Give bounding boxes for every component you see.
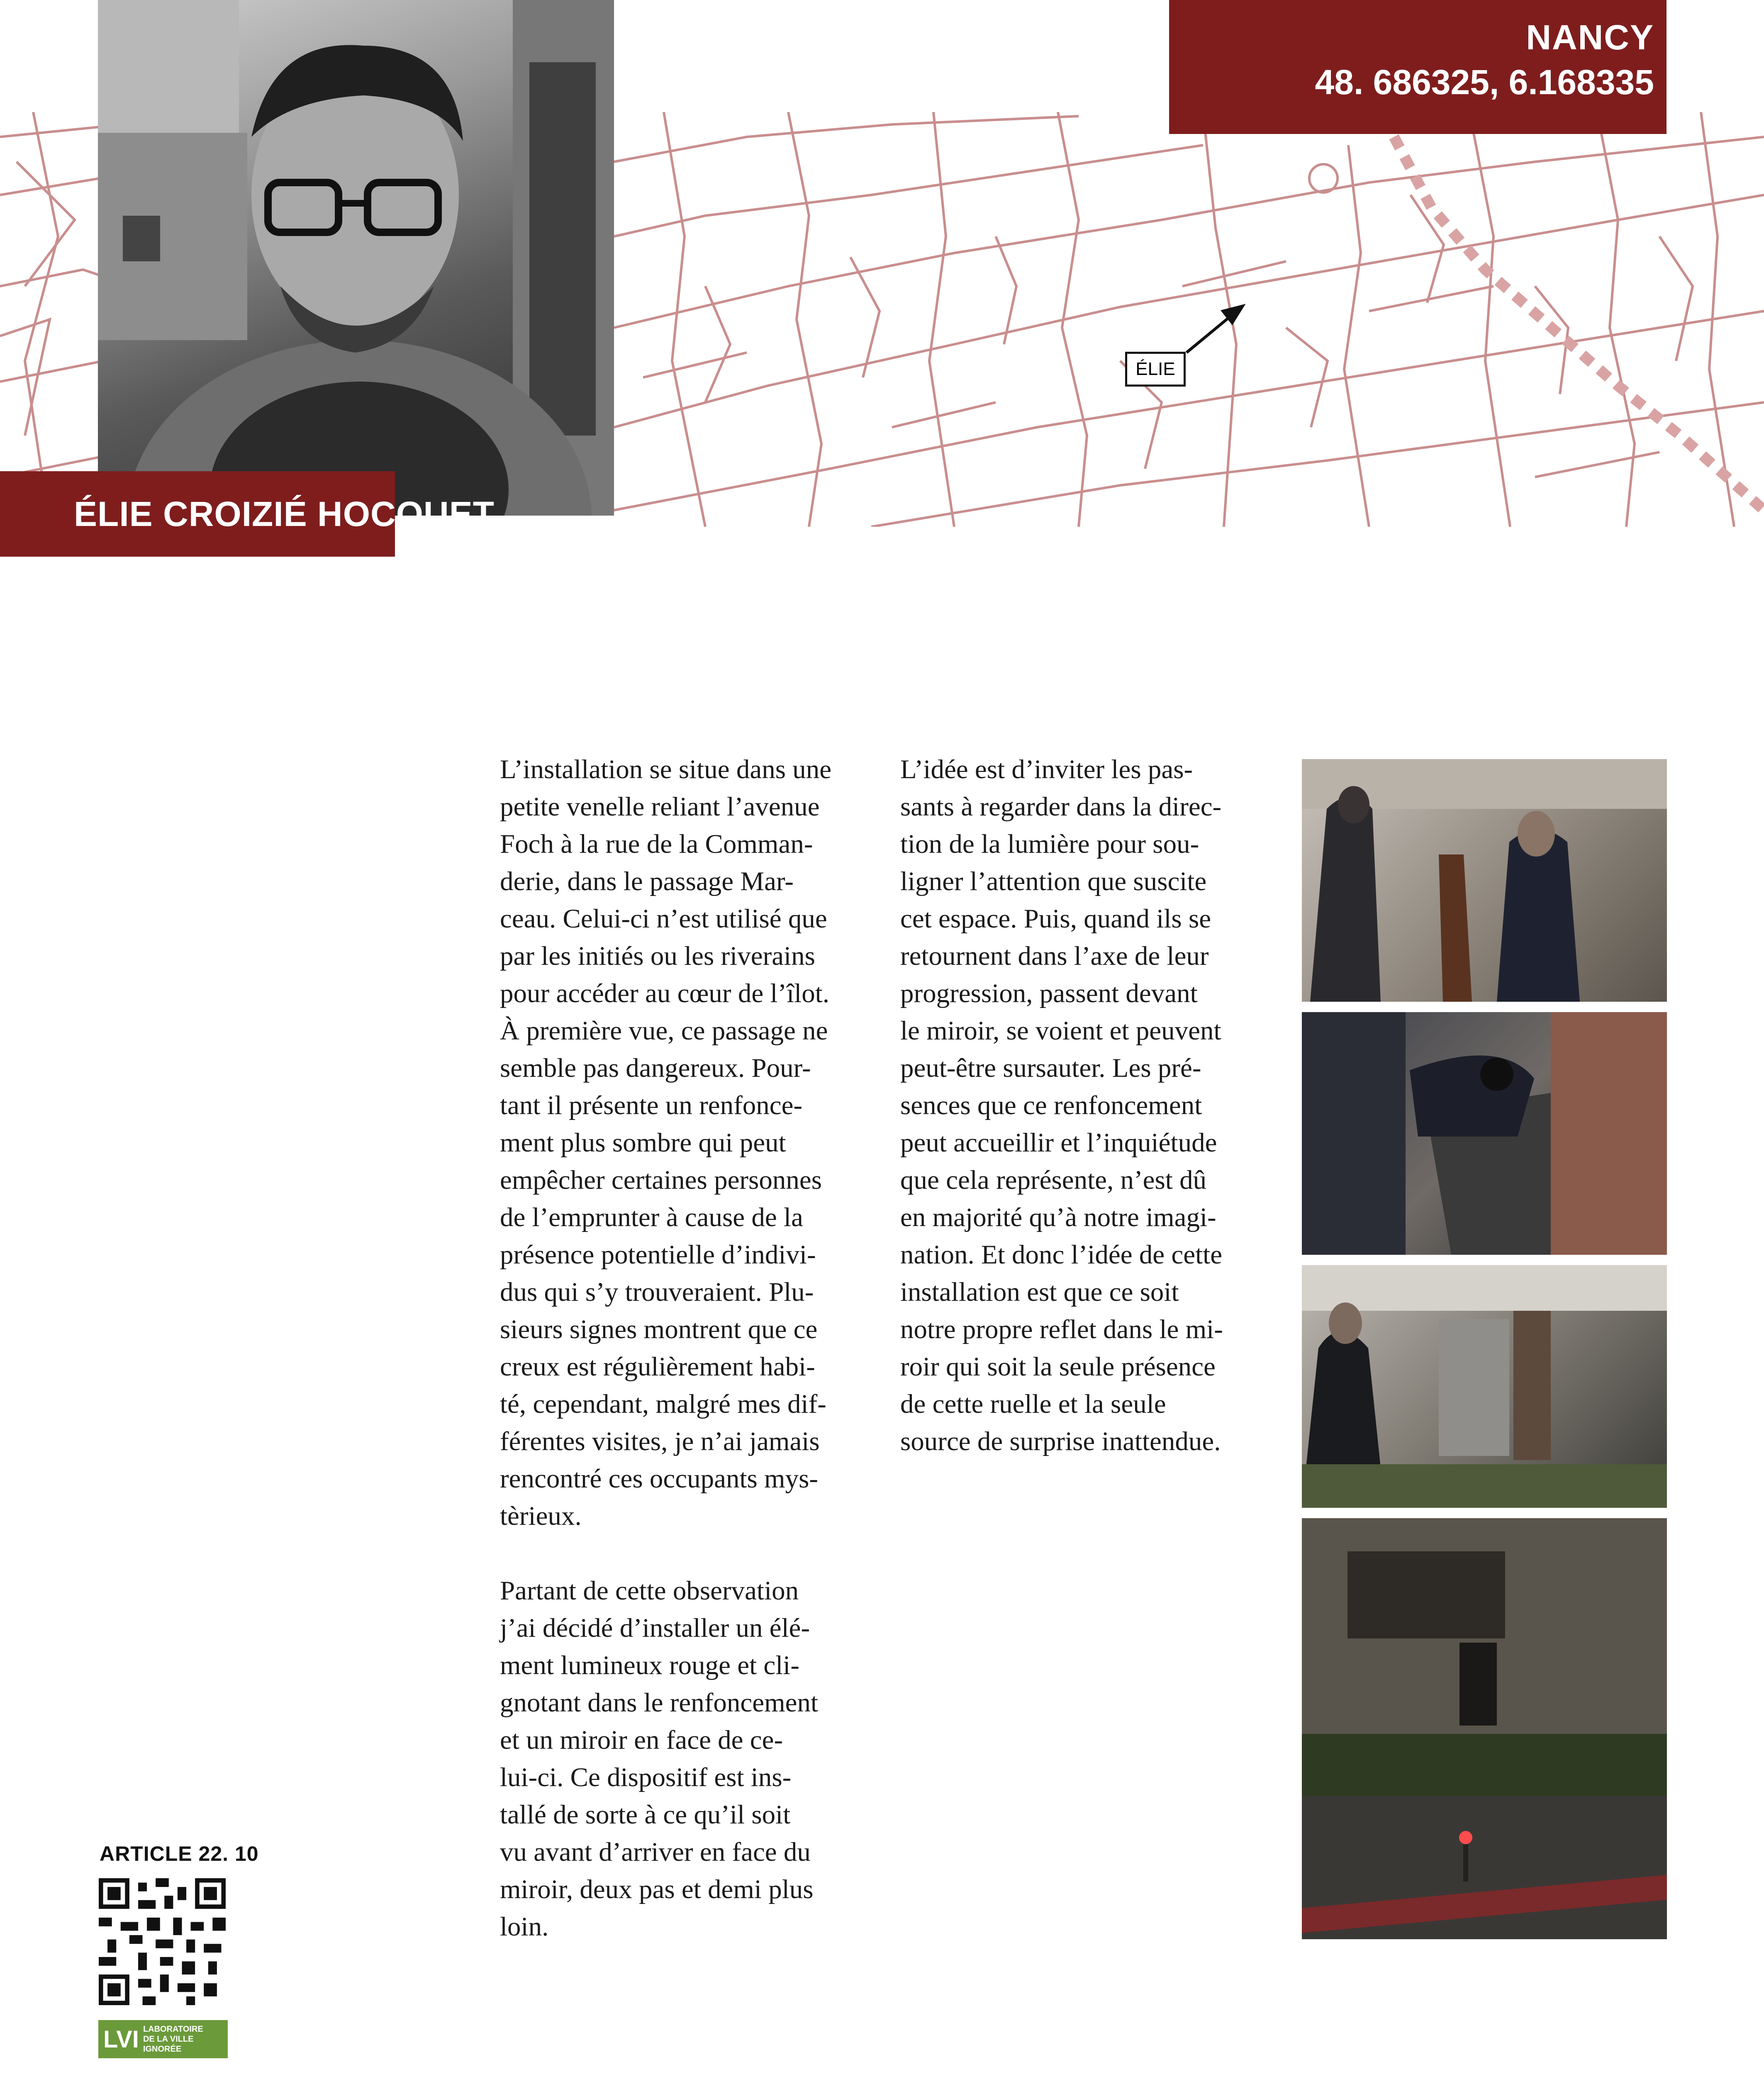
city-name: NANCY: [1526, 18, 1654, 57]
body-column-2: L’idée est d’inviter les pas- sants à regarder dans la direc- tion de la lumière pour sou- ligner l’attention que suscite cet espace. Puis, quand ils se retournent dans l’axe de leur progression, passent devant le miroir, se voient et peuvent peut-être sursauter. Les pré- sences que ce renfoncement peut accueillir et l’inquiétude que cela représente, n’est dû en majorité qu’à notre imagi- nation. Et donc l’idée de cette installation est que ce soit notre propre reflet dans le mi- roir qui soit la seule présence de cette ruelle et la seule source de surprise inattendue.: [900, 755, 1223, 1456]
location-box: [1169, 0, 1667, 134]
photo-installation-3: [1302, 1265, 1667, 1508]
photo-installation-night: [1302, 1518, 1667, 1939]
article-label: ARTICLE 22. 10: [100, 1842, 259, 1865]
map-marker-label: [1125, 352, 1186, 387]
photo-installation-1: [1302, 759, 1667, 1002]
author-portrait: [98, 0, 614, 516]
lvi-logo-text: LABORATOIRE DE LA VILLE IGNORÉE: [143, 2025, 203, 2054]
lvi-logo-mark: LVI: [103, 2025, 139, 2053]
body-column-1: L’installation se situe dans une petite venelle reliant l’avenue Foch à la rue de la Comman- derie, dans le passage Mar- ceau. Celui-ci n’est utilisé que par les initiés ou les riverains pour accéder au cœur de l’îlot. À première vue, ce passage ne semble pas dangereux. Pour- tant il présente un renfonce- ment plus sombre qui peut empêcher certaines personnes de l’emprunter à cause de la présence potentielle d’indivi- dus qui s’y trouveraient. Plu- sieurs signes montrent que ce creux est régulièrement habi- té, cependant, malgré mes dif- férentes visites, je n’ai jamais rencontré ces occupants mys- tèrieux. Partant de cette observation j’ai décidé d’installer un élé- ment lumineux rouge et cli- gnotant dans le renfoncement et un miroir en face de ce- lui-ci. Ce dispositif est ins- tallé de sorte à ce qu’il soit vu avant d’arriver en face du miroir, deux pas et demi plus loin.: [500, 755, 832, 1942]
author-name: ÉLIE CROIZIÉ HOCQUET: [74, 494, 495, 533]
photo-installation-2: [1302, 1012, 1667, 1255]
lvi-logo: [98, 2020, 228, 2058]
portrait-illustration: [98, 0, 614, 516]
map-marker-text: ÉLIE: [1135, 359, 1175, 379]
coordinates: 48. 686325, 6.168335: [1315, 63, 1654, 102]
qr-code[interactable]: [99, 1878, 226, 2005]
author-name-box: [0, 471, 495, 557]
tram-line: [1394, 137, 1764, 510]
